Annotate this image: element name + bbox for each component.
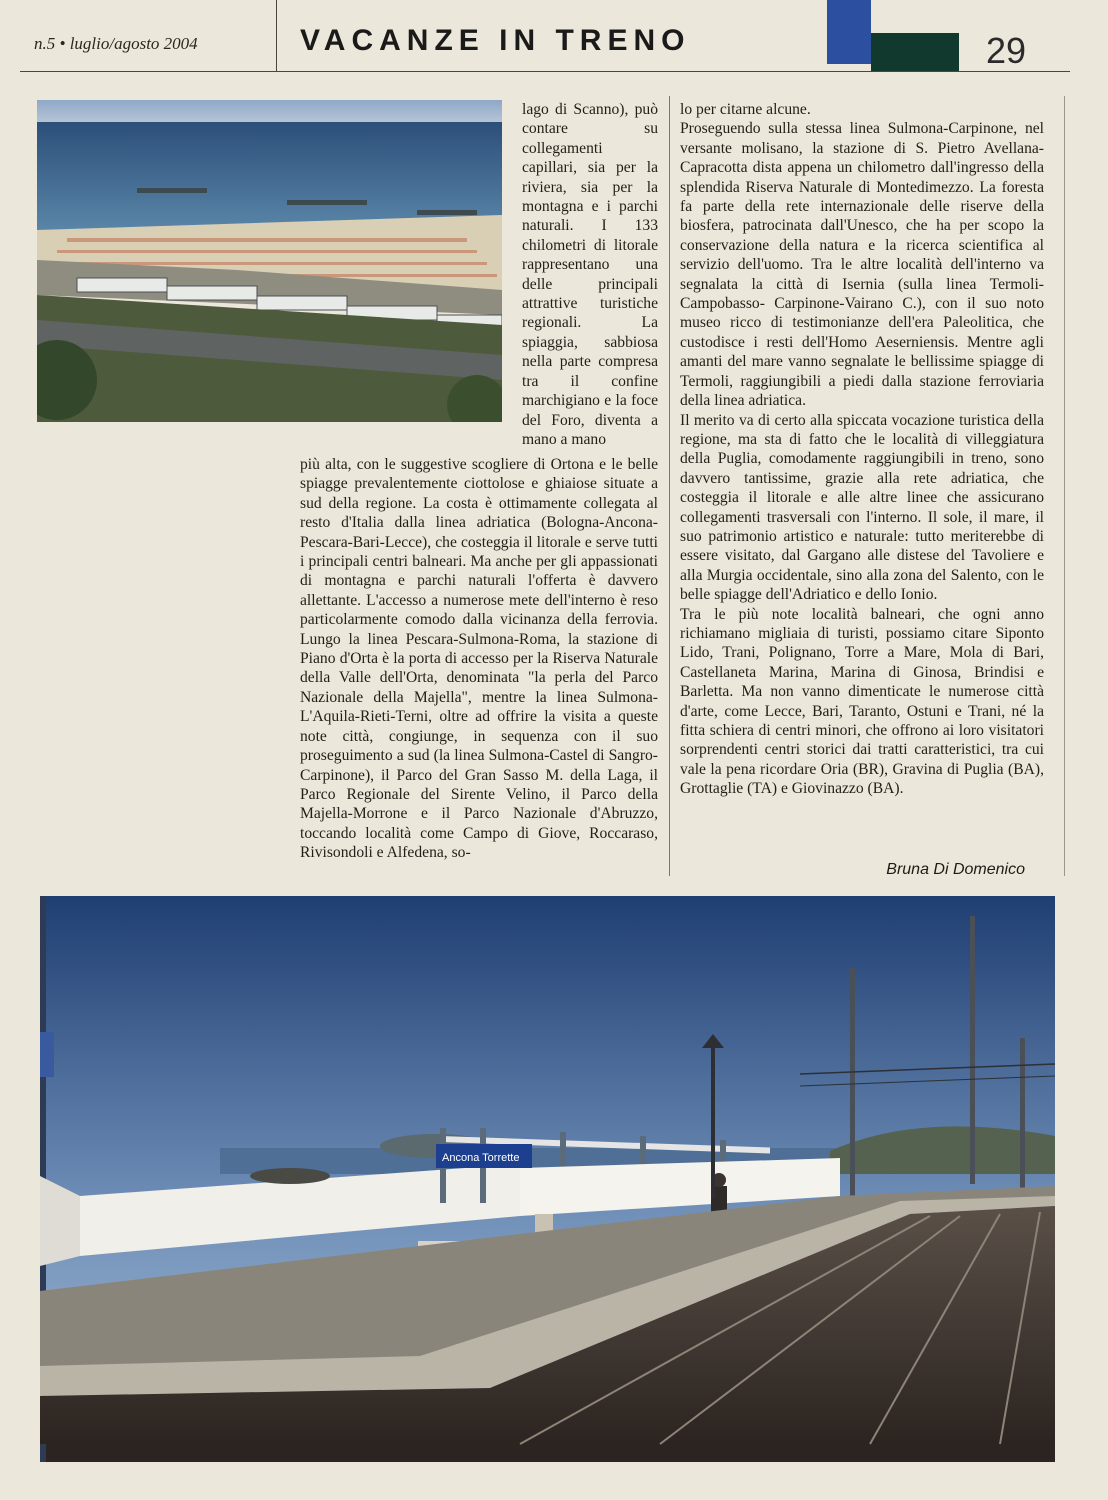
accent-green-block [871,33,959,71]
page-number: 29 [986,30,1027,71]
right-paragraph: Proseguendo sulla stessa linea Sulmona-Carpinone, nel versante molisano, la stazione di S. Pietro Avellana-Capracotta dista appena un chilometro dall'ingresso della splendida Riserva Naturale di Montedimezzo. La foresta fa parte della rete internazionale delle riserve della biosfera, patrocinata dall'Unesco, che ha per scopo la conservazione della natura e la ricerca scientifica al servizio dell'uomo. Tra le altre località dell'interno va segnalata la città di Isernia (sulla linea Termoli- Campobasso- Carpinone-Vairano C.), con il suo noto museo ricco di testimonianze dell'era Paleolitica, che custodisce i resti dell'Homo Aeserniensis. Mentre agli amanti del mare vanno segnalate le bellissime spiagge di Termoli, raggiungibili a piedi dalla stazione ferroviaria della linea adriatica. [680,120,1044,410]
section-title: VACANZE IN TRENO [300,24,691,57]
article-wide-column [300,455,658,863]
header-divider [276,0,277,72]
wide-column-text: più alta, con le suggestive scogliere di Ortona e le belle spiagge prevalentemente ciottolose e ghiaiose situate a sud della regione. La costa è ottimamente collegata al resto d'Italia dalla linea adriatica (Bologna-Ancona-Pescara-Bari-Lecce), che costeggia il litorale e serve tutti i principali centri balneari. Ma anche per gli appassionati di montagna e parchi naturali l'offerta è davvero allettante. L'accesso a numerose mete dell'interno è reso particolarmente comodo dalla vicinanza della ferrovia. Lungo la linea Pescara-Sulmona-Roma, la stazione di Piano d'Orta è la porta di accesso per la Riserva Naturale della Valle dell'Orta, denominata "la perla del Parco Nazionale della Majella", mentre la linea Sulmona-L'Aquila-Rieti-Terni, oltre ad offrire la visita a queste note città, congiunge, in sequenza con il suo proseguimento a sud (la linea Sulmona-Castel di Sangro-Carpinone), il Parco del Gran Sasso M. della Laga, il Parco Regionale del Sirente Velino, il Parco della Majella-Morrone e il Parco Nazionale d'Abruzzo, toccando località come Campo di Giove, Roccaraso, Rivisondoli e Alfedena, so- [300,456,658,862]
photo-railway-station [40,896,1055,1462]
page-header [0,0,1108,72]
article-right-column [680,100,1044,799]
station-sign: Ancona Torrette [442,1152,520,1164]
right-paragraph: Tra le più note località balneari, che ogni anno richiamano migliaia di turisti, possiamo citare Siponto Lido, Trani, Polignano, Torre a Mare, Mola di Bari, Castellaneta Marina, Marina di Ginosa, Brindisi e Barletta. Ma non vanno dimenticate le numerose città d'arte, come Lecce, Bari, Taranto, Ostuni e Trani, né la fitta schiera di centri minori, che offrono ai loro visitatori sorprendenti centri storici dai tratti caratteristici, tra cui vale la pena ricordare Oria (BR), Gravina di Puglia (BA), Grottaglie (TA) e Giovinazzo (BA). [680,605,1044,798]
article-narrow-column [522,100,658,449]
column-rule-right [1064,96,1065,876]
narrow-column-text: lago di Scanno), può contare su collegamenti capillari, sia per la riviera, sia per la montagna e i parchi naturali. I 133 chilometri di litorale rappresentano una delle principali attrattive turistiche regionali. La spiaggia, sabbiosa nella parte compresa tra il confine marchigiano e la foce del Foro, diventa a mano a mano [522,101,658,448]
right-paragraph: lo per citarne alcune. [680,101,811,118]
issue-label: n.5 • luglio/agosto 2004 [34,34,198,53]
photo-beach-train [37,100,502,422]
author-byline: Bruna Di Domenico [886,861,1025,878]
column-rule [669,96,670,876]
accent-blue-block [827,0,871,64]
right-paragraph: Il merito va di certo alla spiccata vocazione turistica della regione, ma sta di fatto che le località di villeggiatura della Puglia, comodamente raggiungibili in treno, sono davvero tantissime, grazie alla rete adriatica, che costeggia il litorale e alle altre linee che assicurano collegamenti trasversali con l'interno. Il sole, il mare, il suo patrimonio artistico e naturale: tutto meriterebbe di essere visitato, dal Gargano alle distese del Tavoliere e alla Murgia occidentale, sino alla zona del Salento, con le belle spiagge dell'Adriatico e dello Ionio. [680,411,1044,604]
header-rule [20,71,1070,72]
